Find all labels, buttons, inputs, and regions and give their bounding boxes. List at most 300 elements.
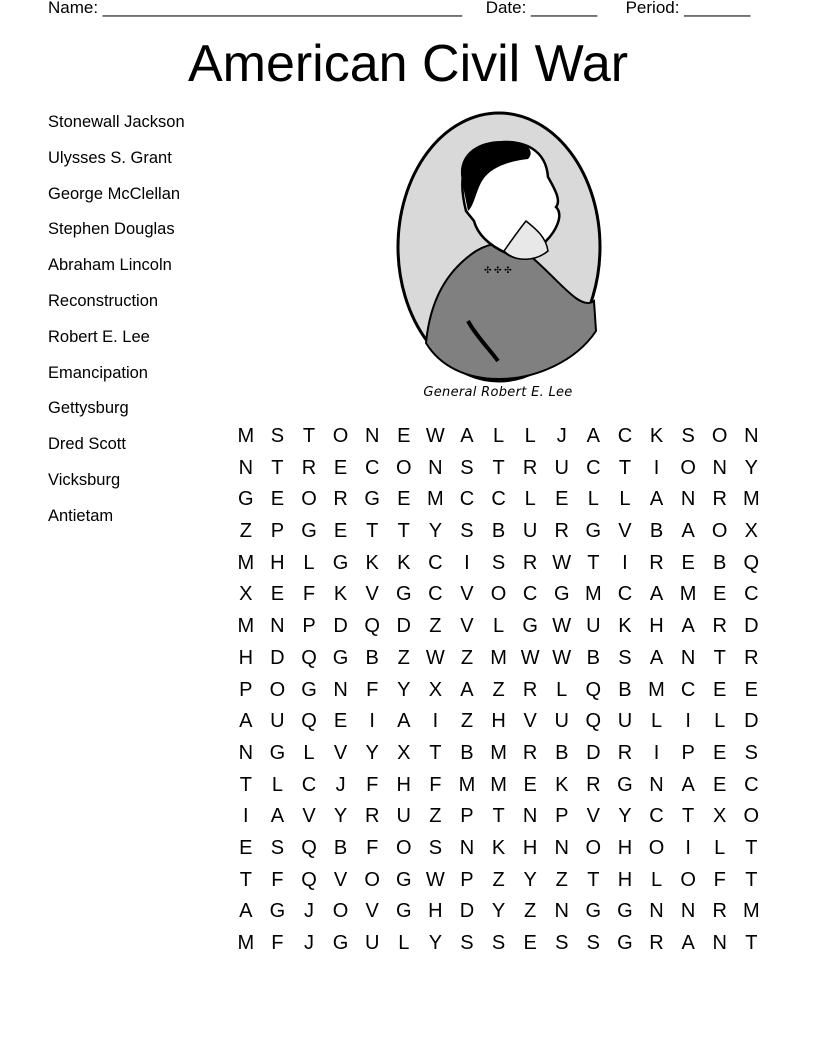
grid-cell[interactable]: A bbox=[586, 425, 600, 447]
grid-cell[interactable]: E bbox=[239, 836, 253, 859]
grid-cell[interactable]: C bbox=[586, 456, 601, 479]
grid-cell[interactable]: J bbox=[556, 425, 567, 447]
grid-cell[interactable]: R bbox=[522, 678, 538, 701]
period-field[interactable]: Period: _______ bbox=[625, 0, 751, 17]
grid-cell[interactable]: G bbox=[238, 488, 254, 511]
grid-cell[interactable]: U bbox=[396, 805, 411, 828]
grid-cell[interactable]: L bbox=[714, 710, 726, 733]
grid-cell[interactable]: C bbox=[744, 583, 759, 606]
grid-cell[interactable]: S bbox=[270, 425, 285, 447]
grid-cell[interactable]: N bbox=[364, 425, 380, 447]
grid-cell[interactable]: B bbox=[460, 741, 474, 764]
grid-cell[interactable]: I bbox=[432, 710, 439, 733]
grid-cell[interactable]: W bbox=[425, 868, 445, 891]
grid-cell[interactable]: O bbox=[332, 425, 349, 447]
grid-cell[interactable]: D bbox=[270, 646, 285, 669]
grid-cell[interactable]: G bbox=[585, 520, 602, 543]
grid-cell[interactable]: V bbox=[333, 868, 348, 891]
grid-cell[interactable]: C bbox=[301, 773, 317, 796]
grid-cell[interactable]: E bbox=[681, 551, 695, 574]
grid-cell[interactable]: Y bbox=[491, 900, 506, 923]
grid-cell[interactable]: U bbox=[586, 615, 601, 638]
grid-cell[interactable]: B bbox=[555, 741, 569, 764]
grid-cell[interactable]: H bbox=[522, 836, 538, 859]
grid-cell[interactable]: A bbox=[460, 425, 474, 447]
grid-cell[interactable]: S bbox=[270, 836, 285, 859]
grid-cell[interactable]: V bbox=[460, 615, 474, 638]
date-field[interactable]: Date: _______ bbox=[485, 0, 598, 17]
word-list-item: Vicksburg bbox=[48, 470, 121, 489]
grid-cell[interactable]: N bbox=[680, 900, 696, 923]
grid-cell[interactable]: O bbox=[680, 456, 696, 479]
grid-cell[interactable]: H bbox=[270, 551, 285, 574]
grid-cell[interactable]: O bbox=[585, 836, 602, 859]
grid-cell[interactable]: B bbox=[365, 646, 379, 669]
grid-cell[interactable]: T bbox=[302, 425, 316, 447]
grid-cell[interactable]: I bbox=[622, 551, 628, 574]
grid-cell[interactable]: H bbox=[396, 773, 411, 796]
grid-cell[interactable]: X bbox=[428, 678, 443, 701]
grid-cell[interactable]: J bbox=[303, 932, 314, 954]
grid-cell[interactable]: W bbox=[552, 551, 572, 574]
grid-cell[interactable]: G bbox=[395, 868, 412, 891]
word-list-item: Abraham Lincoln bbox=[48, 256, 172, 275]
grid-cell[interactable]: O bbox=[743, 805, 760, 828]
grid-cell[interactable]: Y bbox=[428, 520, 443, 543]
grid-cell[interactable]: F bbox=[271, 932, 284, 954]
grid-cell[interactable]: T bbox=[618, 456, 632, 479]
grid-cell[interactable]: L bbox=[714, 836, 726, 859]
robert-e-lee-portrait-icon bbox=[396, 111, 602, 383]
grid-cell[interactable]: Z bbox=[460, 710, 474, 733]
grid-cell[interactable]: R bbox=[617, 741, 633, 764]
grid-cell[interactable]: G bbox=[395, 900, 412, 923]
grid-cell[interactable]: D bbox=[459, 900, 475, 923]
grid-cell[interactable]: P bbox=[239, 678, 253, 701]
grid-cell[interactable]: E bbox=[270, 583, 285, 606]
grid-cell[interactable]: Z bbox=[397, 646, 410, 669]
grid-cell[interactable]: R bbox=[649, 551, 664, 574]
grid-cell[interactable]: E bbox=[713, 583, 727, 606]
grid-cell[interactable]: O bbox=[395, 836, 412, 859]
grid-cell[interactable]: K bbox=[649, 425, 664, 447]
grid-cell[interactable]: F bbox=[271, 868, 284, 891]
grid-cell[interactable]: R bbox=[712, 488, 727, 511]
grid-cell[interactable]: H bbox=[491, 710, 506, 733]
grid-cell[interactable]: P bbox=[460, 868, 474, 891]
grid-cell[interactable]: P bbox=[460, 805, 474, 828]
grid-cell[interactable]: G bbox=[301, 520, 317, 543]
grid-cell[interactable]: G bbox=[617, 932, 633, 954]
grid-cell[interactable]: T bbox=[682, 805, 695, 828]
grid-cell[interactable]: Z bbox=[429, 805, 442, 828]
grid-cell[interactable]: O bbox=[490, 583, 507, 606]
grid-cell[interactable]: M bbox=[237, 615, 255, 638]
grid-cell[interactable]: I bbox=[464, 551, 470, 574]
grid-cell[interactable]: Z bbox=[492, 678, 505, 701]
grid-cell[interactable]: K bbox=[555, 773, 569, 796]
grid-cell[interactable]: O bbox=[680, 868, 696, 891]
grid-cell[interactable]: Z bbox=[239, 520, 252, 543]
grid-cell[interactable]: P bbox=[555, 805, 569, 828]
grid-cell[interactable]: Y bbox=[523, 868, 537, 891]
grid-cell[interactable]: A bbox=[649, 646, 664, 669]
grid-cell[interactable]: W bbox=[425, 425, 445, 447]
grid-cell[interactable]: Q bbox=[743, 551, 760, 574]
grid-cell[interactable]: A bbox=[460, 678, 474, 701]
grid-cell[interactable]: F bbox=[302, 583, 316, 606]
grid-cell[interactable]: L bbox=[556, 678, 568, 701]
grid-cell[interactable]: N bbox=[712, 932, 727, 954]
grid-cell[interactable]: T bbox=[745, 868, 758, 891]
grid-cell[interactable]: C bbox=[522, 583, 538, 606]
grid-cell[interactable]: S bbox=[460, 456, 474, 479]
grid-cell[interactable]: T bbox=[239, 773, 252, 796]
word-list-item: Emancipation bbox=[48, 363, 148, 382]
grid-cell[interactable]: F bbox=[366, 836, 379, 859]
grid-cell[interactable]: L bbox=[619, 488, 631, 511]
grid-cell[interactable]: N bbox=[238, 741, 254, 764]
grid-cell[interactable]: N bbox=[744, 425, 759, 447]
grid-cell[interactable]: S bbox=[428, 836, 443, 859]
name-field[interactable]: Name: ______________________________________ bbox=[48, 0, 463, 17]
grid-cell[interactable]: L bbox=[271, 773, 283, 796]
grid-cell[interactable]: W bbox=[520, 646, 540, 669]
grid-cell[interactable]: M bbox=[742, 488, 760, 511]
grid-cell[interactable]: T bbox=[713, 646, 726, 669]
grid-cell[interactable]: L bbox=[524, 425, 536, 447]
grid-cell[interactable]: D bbox=[744, 615, 759, 638]
grid-cell[interactable]: H bbox=[617, 868, 633, 891]
grid-cell[interactable]: N bbox=[459, 836, 475, 859]
grid-cell[interactable]: S bbox=[555, 932, 569, 954]
grid-cell[interactable]: Z bbox=[429, 615, 442, 638]
grid-cell[interactable]: M bbox=[237, 425, 255, 447]
grid-cell[interactable]: E bbox=[713, 678, 727, 701]
grid-cell[interactable]: F bbox=[366, 773, 379, 796]
grid-cell[interactable]: T bbox=[366, 520, 379, 543]
grid-cell[interactable]: M bbox=[490, 646, 507, 669]
grid-cell[interactable]: S bbox=[586, 932, 600, 954]
grid-cell[interactable]: M bbox=[427, 488, 444, 511]
grid-cell[interactable]: R bbox=[364, 805, 380, 828]
grid-cell[interactable]: V bbox=[523, 710, 537, 733]
grid-cell[interactable]: E bbox=[713, 773, 727, 796]
grid-cell[interactable]: G bbox=[522, 615, 538, 638]
grid-cell[interactable]: N bbox=[238, 456, 254, 479]
grid-cell[interactable]: N bbox=[522, 805, 538, 828]
grid-cell[interactable]: I bbox=[369, 710, 375, 733]
grid-cell[interactable]: M bbox=[458, 773, 476, 796]
grid-cell[interactable]: I bbox=[653, 741, 660, 764]
grid-cell[interactable]: Z bbox=[460, 646, 474, 669]
grid-cell[interactable]: N bbox=[680, 646, 696, 669]
grid-cell[interactable]: V bbox=[333, 741, 348, 764]
grid-cell[interactable]: K bbox=[333, 583, 348, 606]
grid-cell[interactable]: L bbox=[492, 425, 505, 447]
grid-cell[interactable]: N bbox=[649, 900, 664, 923]
grid-cell[interactable]: P bbox=[302, 615, 316, 638]
grid-cell[interactable]: N bbox=[680, 488, 696, 511]
grid-cell[interactable]: X bbox=[397, 741, 411, 764]
grid-cell[interactable]: Q bbox=[301, 836, 317, 859]
grid-cell[interactable]: Q bbox=[585, 678, 602, 701]
grid-cell[interactable]: K bbox=[365, 551, 379, 574]
grid-cell[interactable]: R bbox=[522, 741, 538, 764]
grid-cell[interactable]: Y bbox=[365, 741, 379, 764]
grid-cell[interactable]: J bbox=[335, 773, 346, 796]
grid-cell[interactable]: G bbox=[395, 583, 412, 606]
grid-cell[interactable]: R bbox=[712, 615, 727, 638]
grid-cell[interactable]: B bbox=[491, 520, 506, 543]
grid-cell[interactable]: T bbox=[492, 456, 505, 479]
grid-cell[interactable]: G bbox=[585, 900, 602, 923]
grid-cell[interactable]: I bbox=[685, 710, 691, 733]
grid-cell[interactable]: R bbox=[522, 456, 538, 479]
grid-cell[interactable]: U bbox=[522, 520, 538, 543]
grid-cell[interactable]: P bbox=[270, 520, 285, 543]
grid-cell[interactable]: Z bbox=[492, 868, 505, 891]
grid-cell[interactable]: F bbox=[713, 868, 726, 891]
grid-cell[interactable]: O bbox=[364, 868, 380, 891]
grid-cell[interactable]: M bbox=[679, 583, 697, 606]
grid-cell[interactable]: C bbox=[364, 456, 380, 479]
grid-cell[interactable]: E bbox=[744, 678, 758, 701]
grid-cell[interactable]: N bbox=[333, 678, 348, 701]
word-search-grid[interactable] bbox=[230, 421, 767, 960]
grid-cell[interactable]: F bbox=[429, 773, 442, 796]
grid-cell[interactable]: W bbox=[552, 646, 572, 669]
grid-cell[interactable]: N bbox=[270, 615, 285, 638]
grid-cell[interactable]: U bbox=[364, 932, 380, 954]
grid-cell[interactable]: P bbox=[681, 741, 695, 764]
grid-cell[interactable]: T bbox=[745, 836, 758, 859]
grid-cell[interactable]: N bbox=[649, 773, 664, 796]
grid-cell[interactable]: X bbox=[744, 520, 758, 543]
grid-cell[interactable]: R bbox=[744, 646, 759, 669]
grid-cell[interactable]: A bbox=[649, 583, 664, 606]
grid-cell[interactable]: T bbox=[745, 932, 758, 954]
grid-cell[interactable]: H bbox=[428, 900, 443, 923]
grid-cell[interactable]: B bbox=[713, 551, 727, 574]
grid-cell[interactable]: B bbox=[618, 678, 632, 701]
grid-cell[interactable]: L bbox=[650, 868, 663, 891]
grid-cell[interactable]: R bbox=[522, 551, 538, 574]
grid-cell[interactable]: M bbox=[237, 932, 255, 954]
grid-cell[interactable]: L bbox=[524, 488, 536, 511]
grid-cell[interactable]: G bbox=[617, 900, 633, 923]
grid-cell[interactable]: M bbox=[742, 900, 760, 923]
grid-cell[interactable]: Q bbox=[301, 868, 317, 891]
grid-cell[interactable]: Y bbox=[428, 932, 443, 954]
grid-cell[interactable]: N bbox=[712, 456, 727, 479]
word-list-item: Dred Scott bbox=[48, 435, 126, 454]
grid-cell[interactable]: R bbox=[586, 773, 601, 796]
grid-cell[interactable]: Q bbox=[585, 710, 602, 733]
grid-cell[interactable]: U bbox=[270, 710, 285, 733]
grid-cell[interactable]: M bbox=[490, 773, 507, 796]
grid-cell[interactable]: A bbox=[681, 520, 695, 543]
grid-cell[interactable]: L bbox=[303, 741, 315, 764]
grid-cell[interactable]: M bbox=[490, 741, 507, 764]
grid-cell[interactable]: O bbox=[269, 678, 286, 701]
grid-cell[interactable]: I bbox=[685, 836, 691, 859]
grid-cell[interactable]: G bbox=[269, 741, 286, 764]
grid-cell[interactable]: L bbox=[303, 551, 315, 574]
grid-cell[interactable]: T bbox=[397, 520, 410, 543]
grid-cell[interactable]: E bbox=[333, 456, 348, 479]
grid-cell[interactable]: K bbox=[397, 551, 411, 574]
grid-cell[interactable]: O bbox=[395, 456, 412, 479]
grid-cell[interactable]: S bbox=[618, 646, 632, 669]
grid-cell[interactable]: T bbox=[492, 805, 505, 828]
grid-cell[interactable]: G bbox=[553, 583, 570, 606]
grid-cell[interactable]: A bbox=[681, 932, 695, 954]
grid-cell[interactable]: Q bbox=[301, 710, 317, 733]
grid-cell[interactable]: D bbox=[744, 710, 759, 733]
grid-cell[interactable]: Y bbox=[744, 456, 758, 479]
grid-cell[interactable]: E bbox=[523, 932, 537, 954]
grid-cell[interactable]: R bbox=[712, 900, 727, 923]
grid-cell[interactable]: H bbox=[238, 646, 254, 669]
grid-cell[interactable]: A bbox=[649, 488, 664, 511]
grid-cell[interactable]: A bbox=[681, 773, 695, 796]
grid-cell[interactable]: O bbox=[711, 425, 728, 447]
grid-cell[interactable]: X bbox=[713, 805, 727, 828]
grid-cell[interactable]: S bbox=[460, 932, 474, 954]
grid-cell[interactable]: R bbox=[554, 520, 569, 543]
grid-cell[interactable]: A bbox=[239, 710, 253, 733]
grid-cell[interactable]: J bbox=[303, 900, 314, 923]
grid-cell[interactable]: E bbox=[523, 773, 537, 796]
grid-cell[interactable]: S bbox=[460, 520, 474, 543]
grid-cell[interactable]: V bbox=[365, 583, 379, 606]
grid-cell[interactable]: W bbox=[552, 615, 572, 638]
grid-cell[interactable]: Z bbox=[555, 868, 568, 891]
grid-cell[interactable]: Y bbox=[618, 805, 632, 828]
grid-cell[interactable]: E bbox=[555, 488, 569, 511]
grid-cell[interactable]: G bbox=[301, 678, 317, 701]
grid-cell[interactable]: T bbox=[587, 551, 600, 574]
grid-cell[interactable]: K bbox=[618, 615, 632, 638]
grid-cell[interactable]: C bbox=[617, 583, 633, 606]
grid-cell[interactable]: G bbox=[617, 773, 633, 796]
grid-cell[interactable]: T bbox=[587, 868, 600, 891]
grid-cell[interactable]: D bbox=[586, 741, 601, 764]
grid-cell[interactable]: A bbox=[681, 615, 695, 638]
grid-cell[interactable]: M bbox=[237, 551, 255, 574]
grid-cell[interactable]: M bbox=[648, 678, 665, 701]
grid-cell[interactable]: B bbox=[586, 646, 600, 669]
grid-cell[interactable]: E bbox=[397, 488, 411, 511]
grid-cell[interactable]: C bbox=[428, 583, 443, 606]
grid-cell[interactable]: L bbox=[587, 488, 599, 511]
grid-cell[interactable]: R bbox=[301, 456, 317, 479]
grid-cell[interactable]: L bbox=[398, 932, 410, 954]
grid-cell[interactable]: G bbox=[332, 646, 349, 669]
grid-cell[interactable]: R bbox=[333, 488, 348, 511]
grid-cell[interactable]: O bbox=[711, 520, 728, 543]
grid-cell[interactable]: T bbox=[239, 868, 252, 891]
grid-cell[interactable]: S bbox=[491, 932, 506, 954]
grid-cell[interactable]: E bbox=[333, 520, 348, 543]
grid-cell[interactable]: T bbox=[271, 456, 284, 479]
grid-cell[interactable]: Q bbox=[364, 615, 380, 638]
grid-cell[interactable]: G bbox=[364, 488, 380, 511]
grid-cell[interactable]: S bbox=[681, 425, 695, 447]
grid-cell[interactable]: H bbox=[649, 615, 664, 638]
grid-cell[interactable]: N bbox=[554, 836, 569, 859]
grid-cell[interactable]: L bbox=[650, 710, 663, 733]
grid-cell[interactable]: S bbox=[491, 551, 506, 574]
grid-cell[interactable]: M bbox=[584, 583, 602, 606]
grid-cell[interactable]: I bbox=[653, 456, 660, 479]
grid-cell[interactable]: Y bbox=[397, 678, 411, 701]
grid-cell[interactable]: V bbox=[586, 805, 600, 828]
grid-cell[interactable]: G bbox=[269, 900, 286, 923]
grid-cell[interactable]: N bbox=[428, 456, 443, 479]
grid-cell[interactable]: O bbox=[648, 836, 665, 859]
grid-cell[interactable]: C bbox=[428, 551, 443, 574]
grid-cell[interactable]: O bbox=[301, 488, 317, 511]
grid-cell[interactable]: G bbox=[332, 932, 349, 954]
grid-cell[interactable]: U bbox=[617, 710, 633, 733]
grid-cell[interactable]: C bbox=[649, 805, 664, 828]
grid-cell[interactable]: H bbox=[617, 836, 633, 859]
grid-cell[interactable]: R bbox=[649, 932, 664, 954]
grid-cell[interactable]: D bbox=[333, 615, 348, 638]
grid-cell[interactable]: G bbox=[332, 551, 349, 574]
grid-cell[interactable]: C bbox=[459, 488, 475, 511]
word-list-item: Ulysses S. Grant bbox=[48, 148, 172, 167]
grid-cell[interactable]: C bbox=[491, 488, 506, 511]
grid-cell[interactable]: C bbox=[744, 773, 759, 796]
grid-cell[interactable]: A bbox=[270, 805, 285, 828]
grid-cell[interactable]: U bbox=[554, 456, 569, 479]
grid-cell[interactable]: V bbox=[618, 520, 632, 543]
grid-cell[interactable]: C bbox=[680, 678, 696, 701]
grid-cell[interactable]: L bbox=[492, 615, 505, 638]
grid-cell[interactable]: V bbox=[302, 805, 316, 828]
grid-cell[interactable]: Y bbox=[333, 805, 348, 828]
grid-cell[interactable]: T bbox=[429, 741, 442, 764]
grid-cell[interactable]: B bbox=[333, 836, 348, 859]
grid-cell[interactable]: C bbox=[617, 425, 633, 447]
grid-cell[interactable]: N bbox=[554, 900, 569, 923]
grid-cell[interactable]: E bbox=[270, 488, 285, 511]
grid-cell[interactable]: V bbox=[460, 583, 474, 606]
grid-cell[interactable]: Q bbox=[301, 646, 317, 669]
grid-cell[interactable]: U bbox=[554, 710, 569, 733]
grid-cell[interactable]: S bbox=[744, 741, 758, 764]
grid-cell[interactable]: W bbox=[425, 646, 445, 669]
grid-cell[interactable]: Z bbox=[524, 900, 537, 923]
word-list-item: Reconstruction bbox=[48, 291, 159, 310]
grid-cell[interactable]: B bbox=[649, 520, 664, 543]
grid-cell[interactable]: A bbox=[239, 900, 253, 923]
grid-cell[interactable]: E bbox=[333, 710, 348, 733]
grid-cell[interactable]: E bbox=[397, 425, 411, 447]
grid-cell[interactable]: I bbox=[243, 805, 249, 828]
grid-cell[interactable]: X bbox=[239, 583, 253, 606]
grid-cell[interactable]: O bbox=[332, 900, 349, 923]
grid-cell[interactable]: A bbox=[397, 710, 411, 733]
grid-cell[interactable]: D bbox=[396, 615, 411, 638]
grid-cell[interactable]: E bbox=[713, 741, 727, 764]
grid-cell[interactable]: F bbox=[366, 678, 379, 701]
grid-cell[interactable]: V bbox=[365, 900, 379, 923]
grid-cell[interactable]: K bbox=[491, 836, 506, 859]
